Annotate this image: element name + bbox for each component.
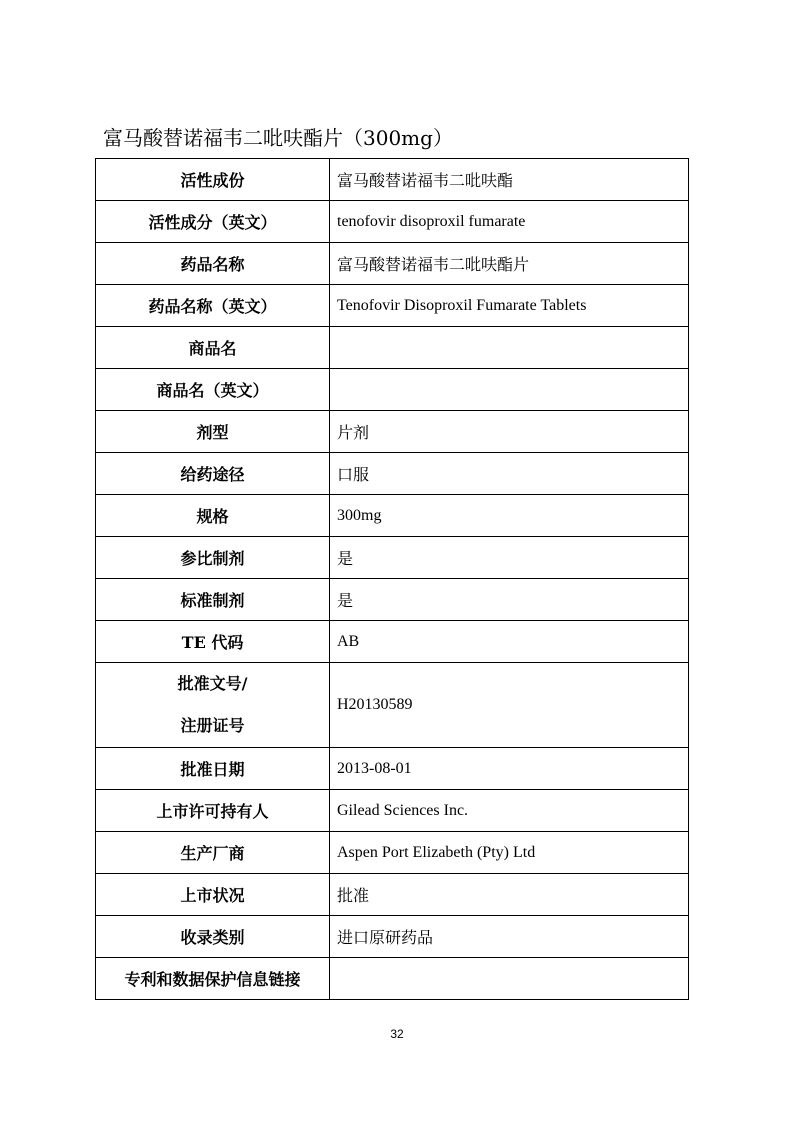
row-label: 收录类别 [96, 916, 330, 958]
row-label: 批准日期 [96, 748, 330, 790]
row-label: 商品名 [96, 327, 330, 369]
row-label: 活性成份 [96, 159, 330, 201]
row-value: 批准 [330, 874, 689, 916]
row-value: Aspen Port Elizabeth (Pty) Ltd [330, 832, 689, 874]
table-row [96, 411, 689, 453]
row-value: 300mg [330, 495, 689, 537]
row-label: 剂型 [96, 411, 330, 453]
table-row [96, 537, 689, 579]
row-value: H20130589 [330, 663, 689, 748]
row-label: 参比制剂 [96, 537, 330, 579]
table-row [96, 453, 689, 495]
table-row [96, 663, 689, 748]
row-label: 上市许可持有人 [96, 790, 330, 832]
row-value: AB [330, 621, 689, 663]
row-label-line: 注册证号 [180, 716, 245, 735]
row-label: 上市状况 [96, 874, 330, 916]
table-row [96, 790, 689, 832]
row-value: 片剂 [330, 411, 689, 453]
row-value [330, 958, 689, 1000]
row-value [330, 327, 689, 369]
row-value: Gilead Sciences Inc. [330, 790, 689, 832]
row-value: 进口原研药品 [330, 916, 689, 958]
table-row [96, 916, 689, 958]
row-value [330, 369, 689, 411]
table-row [96, 159, 689, 201]
table-row [96, 874, 689, 916]
row-label: 专利和数据保护信息链接 [96, 958, 330, 1000]
table-row [96, 748, 689, 790]
table-row [96, 369, 689, 411]
row-label: 药品名称（英文） [96, 285, 330, 327]
table-row [96, 243, 689, 285]
table-row [96, 495, 689, 537]
row-label [96, 663, 330, 748]
row-value: 口服 [330, 453, 689, 495]
row-value: 是 [330, 579, 689, 621]
row-value: 是 [330, 537, 689, 579]
table-row [96, 201, 689, 243]
table-row [96, 958, 689, 1000]
row-label: 药品名称 [96, 243, 330, 285]
row-value: 富马酸替诺福韦二吡呋酯片 [330, 243, 689, 285]
table-row [96, 327, 689, 369]
table-row [96, 285, 689, 327]
table-row [96, 832, 689, 874]
row-label: 给药途径 [96, 453, 330, 495]
table-row [96, 621, 689, 663]
row-value: Tenofovir Disoproxil Fumarate Tablets [330, 285, 689, 327]
row-label-line: 批准文号/ [177, 674, 248, 693]
document-title: 富马酸替诺福韦二吡呋酯片（300mg） [103, 126, 453, 150]
row-value: 2013-08-01 [330, 748, 689, 790]
row-label: 规格 [96, 495, 330, 537]
row-value: tenofovir disoproxil fumarate [330, 201, 689, 243]
row-label: 标准制剂 [96, 579, 330, 621]
row-label: 生产厂商 [96, 832, 330, 874]
row-value: 富马酸替诺福韦二吡呋酯 [330, 159, 689, 201]
row-label: TE 代码 [96, 621, 330, 663]
table-row [96, 579, 689, 621]
row-label: 活性成分（英文） [96, 201, 330, 243]
drug-info-table [95, 158, 689, 1000]
row-label: 商品名（英文） [96, 369, 330, 411]
page-number: 32 [390, 1027, 404, 1041]
